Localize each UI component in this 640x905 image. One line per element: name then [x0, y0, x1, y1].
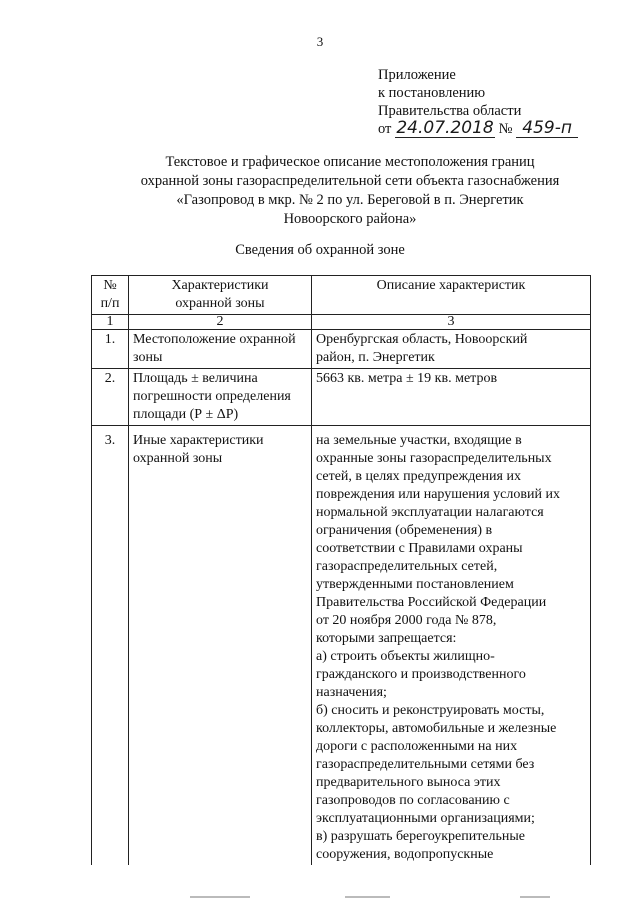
number-sign: № [498, 121, 513, 137]
handwritten-number: 459-п [516, 120, 578, 138]
header-text: п/п [100, 296, 120, 311]
handwritten-date: 24.07.2018 [396, 118, 494, 138]
cell-line: погрешности определения [133, 389, 291, 404]
cell-line: Иные характеристики [133, 433, 264, 448]
cell-line: дороги с расположенными на них [316, 739, 518, 754]
cell-line: на земельные участки, входящие в [316, 433, 522, 448]
date-prefix: от [378, 121, 392, 137]
appendix-line: Приложение [378, 67, 456, 83]
cell-line: 5663 кв. метра ± 19 кв. метров [316, 371, 498, 386]
cell-line: газопроводов по согласованию с [316, 793, 510, 808]
appendix-line: к постановлению [378, 85, 486, 101]
scan-artifact [520, 896, 550, 898]
row-description [312, 369, 591, 426]
table-row [92, 330, 591, 369]
cell-line: зоны [133, 350, 163, 365]
title-line: Новоорского района» [283, 211, 417, 227]
header-cell-number [92, 276, 129, 315]
scan-artifact [190, 896, 250, 898]
cell-line: от 20 ноября 2000 года № 878, [316, 613, 497, 628]
cell-line: газораспределительных сетей, [316, 559, 498, 574]
row-description [312, 330, 591, 369]
title-line: «Газопровод в мкр. № 2 по ул. Береговой в п. Энергетик [176, 192, 524, 208]
cell-line: сетей, в целях предупреждения их [316, 469, 521, 484]
header-text: № [103, 278, 117, 293]
cell-line: гражданского и производственного [316, 667, 526, 682]
row-description [312, 426, 591, 866]
cell-line: предварительного выноса этих [316, 775, 501, 790]
table-row [92, 426, 591, 866]
cell-line: назначения; [316, 685, 387, 700]
row-number: 3. [92, 426, 129, 866]
cell-line: ограничения (обременения) в [316, 523, 493, 538]
column-number-row [92, 315, 591, 330]
cell-line: коллекторы, автомобильные и железные [316, 721, 557, 736]
table-header-row [92, 276, 591, 315]
cell-line: район, п. Энергетик [316, 350, 435, 365]
cell-line: Площадь ± величина [133, 371, 258, 386]
header-text: Характеристики [171, 278, 269, 293]
cell-line: повреждения или нарушения условий их [316, 487, 560, 502]
row-characteristic [129, 369, 312, 426]
title-line: Текстовое и графическое описание местоположения границ [165, 154, 535, 170]
row-characteristic [129, 330, 312, 369]
cell-line: площади (Р ± ΔР) [133, 407, 239, 422]
appendix-date-line [378, 120, 618, 138]
cell-line: Оренбургская область, Новоорский [316, 332, 528, 347]
row-number: 1. [92, 330, 129, 369]
header-text: охранной зоны [175, 296, 265, 311]
cell-line: в) разрушать берегоукрепительные [316, 829, 526, 844]
cell-line: а) строить объекты жилищно- [316, 649, 495, 664]
cell-line: Правительства Российской Федерации [316, 595, 547, 610]
cell-line: охранные зоны газораспределительных [316, 451, 552, 466]
cell-line: Местоположение охранной [133, 332, 296, 347]
table-row [92, 369, 591, 426]
cell-line: утвержденными постановлением [316, 577, 514, 592]
page-number: 3 [316, 34, 324, 49]
row-number: 2. [92, 369, 129, 426]
scan-artifact [345, 896, 390, 898]
cell-line: нормальной эксплуатации налагаются [316, 505, 544, 520]
appendix-block [378, 66, 618, 138]
header-cell-description [312, 276, 591, 315]
document-title [40, 153, 640, 229]
cell-line: б) сносить и реконструировать мосты, [316, 703, 545, 718]
column-number: 2 [129, 315, 312, 330]
appendix-line: Правительства области [378, 103, 522, 119]
title-line: охранной зоны газораспределительной сети объекта газоснабжения [140, 173, 560, 189]
section-subtitle: Сведения об охранной зоне [235, 242, 405, 258]
cell-line: эксплуатационными организациями; [316, 811, 535, 826]
header-cell-characteristic [129, 276, 312, 315]
cell-line: охранной зоны [133, 451, 223, 466]
cell-line: которыми запрещается: [316, 631, 457, 646]
cell-line: газораспределительными сетями без [316, 757, 535, 772]
cell-line: соответствии с Правилами охраны [316, 541, 523, 556]
column-number: 3 [312, 315, 591, 330]
header-text: Описание характеристик [376, 278, 526, 293]
column-number: 1 [92, 315, 129, 330]
zone-info-table [91, 275, 591, 865]
row-characteristic [129, 426, 312, 866]
cell-line: сооружения, водопропускные [316, 847, 494, 862]
